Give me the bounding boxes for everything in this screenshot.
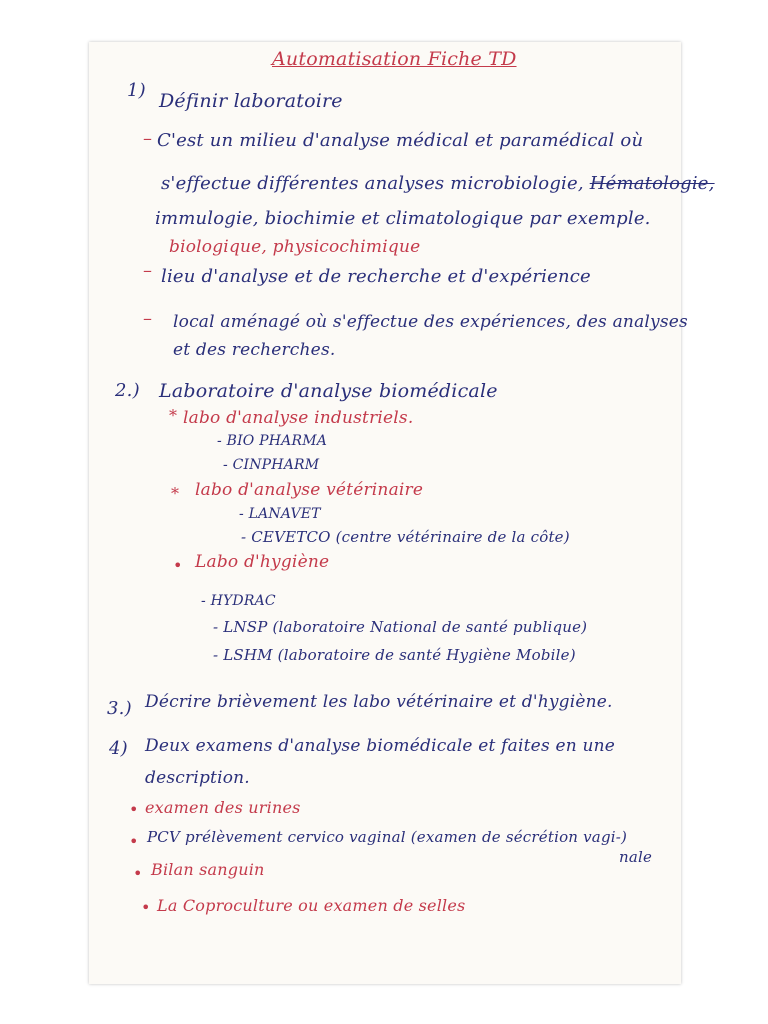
answer-1-line-3: immulogie, biochimie et climatologique par exemple. xyxy=(155,208,651,229)
exam-item-1: examen des urines xyxy=(145,798,301,817)
group-1-bullet: * xyxy=(169,406,178,425)
question-1-number: 1) xyxy=(127,80,146,101)
answer-3-dash: – xyxy=(143,308,153,329)
exam-bullet-1: • xyxy=(129,800,139,819)
exam-item-2-continuation: nale xyxy=(619,848,653,866)
question-4-line-2: description. xyxy=(145,768,250,788)
question-2-title: Laboratoire d'analyse biomédicale xyxy=(159,380,498,402)
question-3-text: Décrire brièvement les labo vétérinaire et d'hygiène. xyxy=(145,692,613,712)
question-3-number: 3.) xyxy=(107,698,132,719)
answer-1-line-1: C'est un milieu d'analyse médical et paramédical où xyxy=(157,130,644,151)
exam-item-3: Bilan sanguin xyxy=(151,860,265,879)
answer-2: lieu d'analyse et de recherche et d'expérience xyxy=(161,266,591,287)
exam-bullet-2: • xyxy=(129,832,139,851)
group-2-title: labo d'analyse vétérinaire xyxy=(195,480,424,500)
exam-item-4: La Coproculture ou examen de selles xyxy=(157,896,466,915)
group-1-title: labo d'analyse industriels. xyxy=(183,408,414,428)
answer-1-line-2-text: s'effectue différentes analyses microbiologie, xyxy=(161,173,584,194)
question-2-number: 2.) xyxy=(115,380,140,401)
answer-1-dash: – xyxy=(143,128,153,149)
group-1-item-2: - CINPHARM xyxy=(223,457,320,473)
exam-bullet-3: • xyxy=(133,864,143,883)
group-3-item-3: - LSHM (laboratoire de santé Hygiène Mobile) xyxy=(213,646,576,664)
group-3-bullet: • xyxy=(173,556,183,575)
question-1-title: Définir laboratoire xyxy=(159,90,343,112)
group-2-bullet: * xyxy=(171,484,180,503)
answer-1-struck-word: Hématologie, xyxy=(589,173,715,194)
exam-bullet-4: • xyxy=(141,898,151,917)
group-1-item-1: - BIO PHARMA xyxy=(217,433,328,449)
answer-2-dash: – xyxy=(143,260,153,281)
group-3-item-1: - HYDRAC xyxy=(201,593,276,609)
answer-1-line-2 xyxy=(161,175,715,193)
page-title: Automatisation Fiche TD xyxy=(272,48,517,70)
question-4-number: 4) xyxy=(109,738,128,759)
answer-1-line-4: biologique, physicochimique xyxy=(169,237,421,257)
exam-item-2: PCV prélèvement cervico vaginal (examen de sécrétion vagi-) xyxy=(147,828,628,846)
notebook-page xyxy=(89,42,715,984)
group-3-title: Labo d'hygiène xyxy=(195,552,330,572)
question-4-line-1: Deux examens d'analyse biomédicale et faites en une xyxy=(145,736,616,756)
group-2-item-2: - CEVETCO (centre vétérinaire de la côte) xyxy=(241,528,570,546)
answer-3-line-1: local aménagé où s'effectue des expériences, des analyses xyxy=(173,312,688,332)
group-2-item-1: - LANAVET xyxy=(239,506,321,522)
answer-3-line-2: et des recherches. xyxy=(173,340,336,360)
group-3-item-2: - LNSP (laboratoire National de santé publique) xyxy=(213,618,588,636)
